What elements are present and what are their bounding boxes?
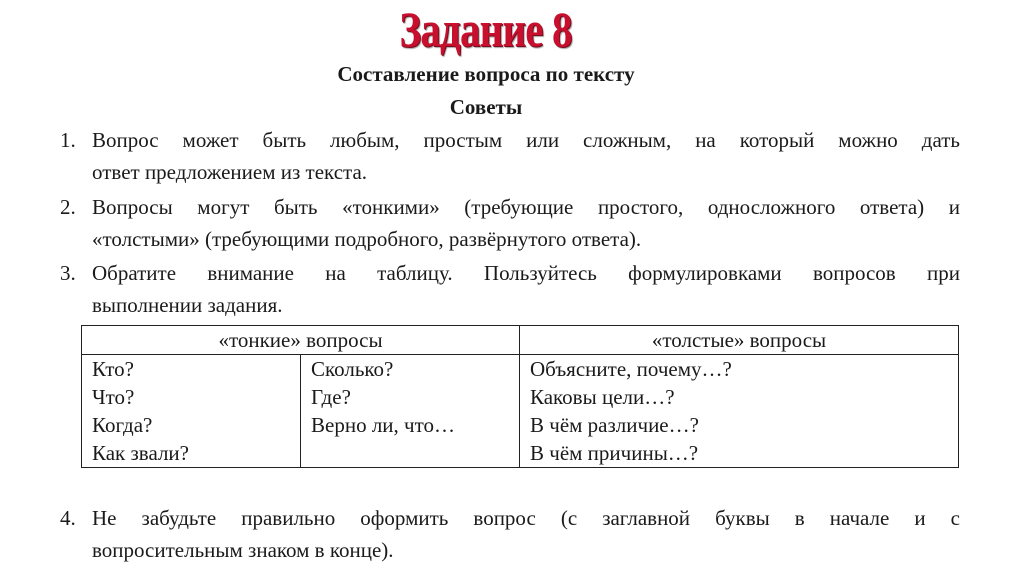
page-title: Задание 8: [399, 1, 572, 57]
table-header-row: [82, 326, 959, 355]
item-line: Обратите внимание на таблицу. Пользуйтесь формулировками вопросов при: [92, 261, 960, 285]
question-word: Что?: [92, 385, 135, 409]
item-line: выполнении задания.: [92, 293, 283, 317]
item-line: «толстыми» (требующими подробного, развёрнутого ответа).: [92, 227, 642, 251]
section-heading: Советы: [449, 95, 523, 119]
item-line: Вопросы могут быть «тонкими» (требующие простого, односложного ответа) и: [92, 195, 960, 219]
item-number: 2.: [60, 195, 76, 219]
question-word: Кто?: [92, 357, 134, 381]
question-word: Каковы цели…?: [530, 385, 675, 409]
item-line: Не забудьте правильно оформить вопрос (с заглавной буквы в начале и с: [92, 506, 960, 530]
table-cell: [301, 355, 520, 468]
item-number: 1.: [60, 128, 76, 152]
item-number: 4.: [60, 506, 76, 530]
question-word: Сколько?: [311, 357, 394, 381]
question-word: В чём различие…?: [530, 413, 699, 437]
table-cell: [520, 355, 959, 468]
question-word: Где?: [311, 385, 351, 409]
subtitle: Составление вопроса по тексту: [337, 62, 635, 86]
item-number: 3.: [60, 261, 76, 285]
question-word: Верно ли, что…: [311, 413, 455, 437]
item-line: вопросительным знаком в конце).: [92, 538, 394, 562]
question-word: Как звали?: [92, 441, 189, 465]
table-row: [82, 355, 959, 468]
thin-questions-header: «тонкие» вопросы: [82, 326, 520, 355]
item-line: Вопрос может быть любым, простым или сложным, на который можно дать: [92, 128, 960, 152]
questions-table: [81, 325, 959, 468]
question-word: Объясните, почему…?: [530, 357, 732, 381]
thick-questions-header: «толстые» вопросы: [520, 326, 959, 355]
table-cell: [82, 355, 301, 468]
question-word: Когда?: [92, 413, 153, 437]
question-word: В чём причины…?: [530, 441, 699, 465]
item-line: ответ предложением из текста.: [92, 160, 368, 184]
